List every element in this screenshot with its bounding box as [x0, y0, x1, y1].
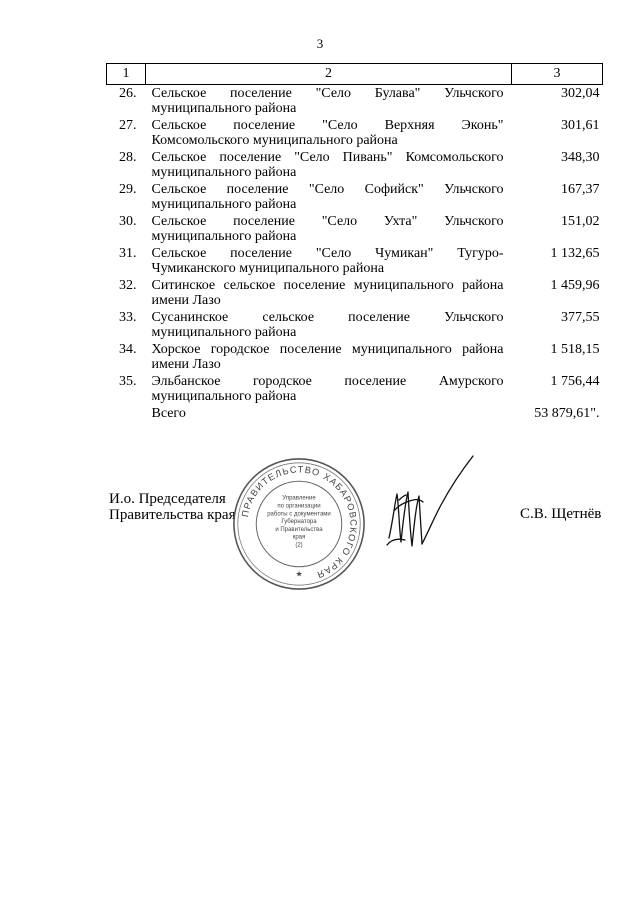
- settlement-name: Сельское поселение "Село Чумикан" Тугуро-Чумиканского муниципального района: [151, 246, 504, 276]
- seal-inner-line: Управление: [282, 495, 316, 502]
- settlement-name: Сельское поселение "Село Ухта" Ульчского муниципального района: [151, 214, 504, 244]
- row-number: 30.: [119, 214, 137, 229]
- settlement-name: Хорское городское поселение муниципального района имени Лазо: [151, 342, 504, 372]
- row-number: 29.: [119, 182, 137, 197]
- settlement-name: Сусанинское сельское поселение Ульчского муниципального района: [151, 310, 504, 340]
- handwritten-signature: [375, 450, 485, 570]
- amount-value: 348,30: [561, 150, 600, 165]
- seal-inner-line: работы с документами: [267, 511, 331, 518]
- column-header: 2: [146, 64, 512, 85]
- row-number: 34.: [119, 342, 137, 357]
- table-row: [107, 247, 603, 279]
- seal-inner-line: и Правительства: [275, 526, 323, 533]
- column-header: 1: [107, 64, 146, 85]
- row-number: 26.: [119, 86, 137, 101]
- table-row: [107, 119, 603, 151]
- page-number: 3: [316, 36, 324, 51]
- settlement-name: Сельское поселение "Село Пивань" Комсомольского муниципального района: [151, 150, 504, 180]
- seal-inner-line: по организации: [277, 503, 321, 510]
- amount-value: 151,02: [561, 214, 600, 229]
- total-label: Всего: [151, 406, 186, 421]
- table-row: [107, 215, 603, 247]
- row-number: 27.: [119, 118, 137, 133]
- settlement-name: Эльбанское городское поселение Амурского муниципального района: [151, 374, 504, 404]
- row-number: 28.: [119, 150, 137, 165]
- total-value: 53 879,61".: [534, 406, 600, 421]
- amount-value: 1 132,65: [550, 246, 600, 261]
- row-number: 33.: [119, 310, 137, 325]
- row-number: 35.: [119, 374, 137, 389]
- total-row: [107, 407, 603, 427]
- official-seal: [231, 456, 367, 592]
- table-row: [107, 343, 603, 375]
- table-row: [107, 183, 603, 215]
- star-icon: ★: [295, 569, 303, 579]
- settlement-name: Сельское поселение "Село Софийск" Ульчского муниципального района: [151, 182, 504, 212]
- settlement-name: Ситинское сельское поселение муниципального района имени Лазо: [151, 278, 504, 308]
- seal-inner-line: края: [292, 534, 306, 541]
- seal-inner-line: Губернатора: [281, 519, 317, 526]
- table-row: [107, 311, 603, 343]
- column-header: 3: [512, 64, 603, 85]
- settlement-name: Сельское поселение "Село Верхняя Эконь" Комсомольского муниципального района: [151, 118, 504, 148]
- seal-outer-text: ПРАВИТЕЛЬСТВО ХАБАРОВСКОГО КРАЯ: [239, 464, 359, 581]
- settlement-name: Сельское поселение "Село Булава" Ульчского муниципального района: [151, 86, 504, 116]
- signer-title: И.о. Председателя Правительства края: [109, 491, 236, 523]
- table-row: [107, 151, 603, 183]
- amount-value: 377,55: [561, 310, 600, 325]
- amount-value: 167,37: [561, 182, 600, 197]
- table-row: [107, 375, 603, 407]
- amount-value: 1 518,15: [550, 342, 600, 357]
- signer-name: С.В. Щетнёв: [520, 506, 602, 522]
- allocation-table: [106, 63, 603, 427]
- amount-value: 301,61: [561, 118, 600, 133]
- row-number: 31.: [119, 246, 137, 261]
- table-row: [107, 85, 603, 120]
- amount-value: 302,04: [561, 86, 600, 101]
- row-number: 32.: [119, 278, 137, 293]
- table-row: [107, 279, 603, 311]
- seal-inner-line: (2): [295, 542, 303, 549]
- amount-value: 1 756,44: [550, 374, 600, 389]
- amount-value: 1 459,96: [550, 278, 600, 293]
- table-header-row: [107, 64, 603, 85]
